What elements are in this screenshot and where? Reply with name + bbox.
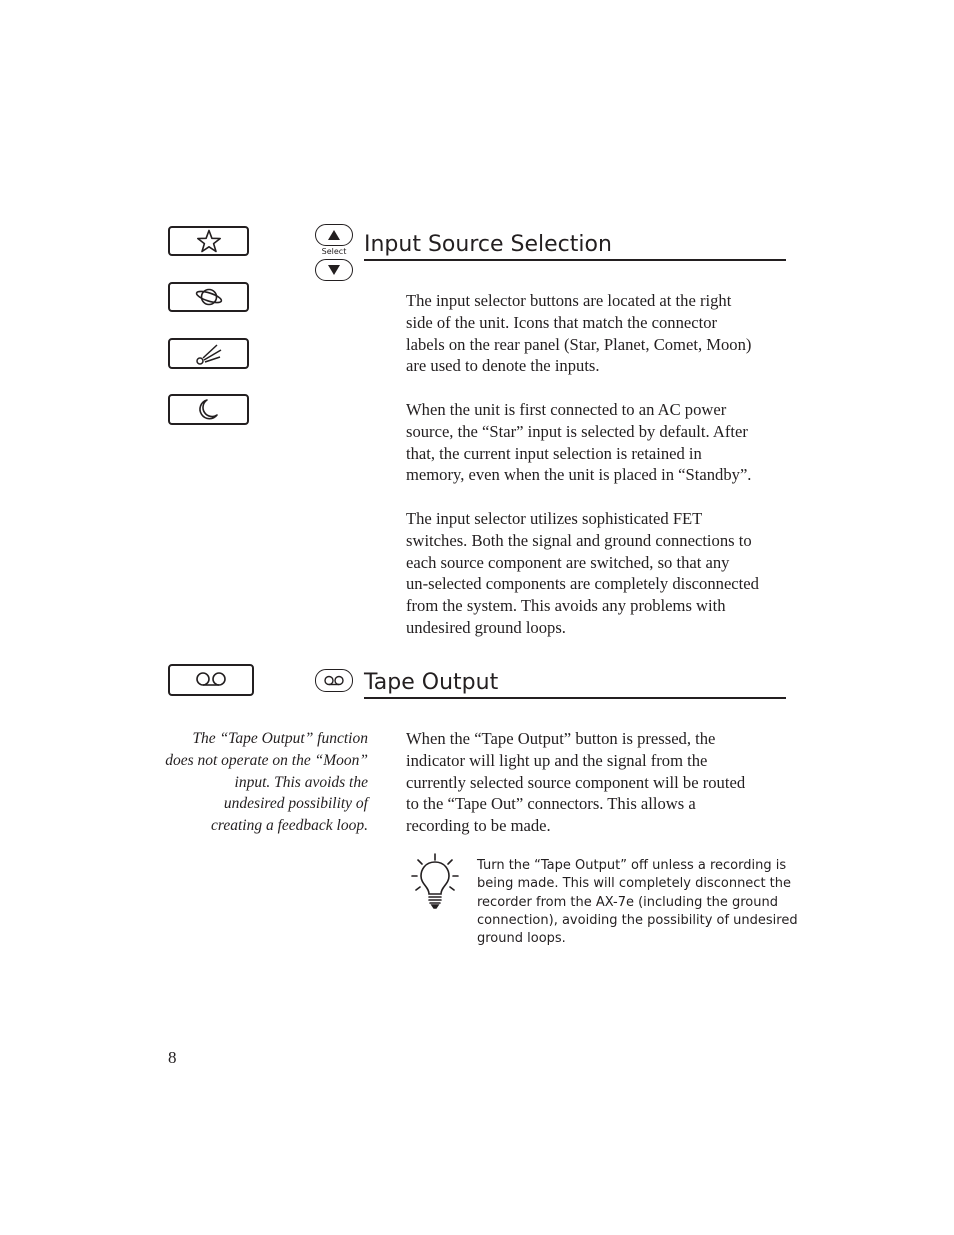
planet-input-button[interactable] bbox=[168, 282, 249, 312]
tape-icon bbox=[323, 675, 345, 687]
tape-section-rule bbox=[364, 697, 786, 699]
select-down-button[interactable] bbox=[315, 259, 353, 281]
input-paragraph-1: The input selector buttons are located at the right side of the unit. Icons that match the connector labels on the rear panel (Star, Planet, Comet, Moon) are used to denote the inputs. bbox=[406, 291, 752, 376]
select-up-button[interactable] bbox=[315, 224, 353, 246]
page-number: 8 bbox=[168, 1048, 177, 1067]
tape-paragraph: When the “Tape Output” button is pressed, the indicator will light up and the signal from the currently selected source component will be routed to the “Tape Out” connectors. This allows a recording to be made. bbox=[406, 729, 746, 836]
moon-icon bbox=[198, 398, 220, 422]
triangle-up-icon bbox=[328, 230, 340, 240]
tape-tip-text: Turn the “Tape Output” off unless a recording is being made. This will completely disconnect the recorder from the AX-7e (including the ground connection), avoiding the possibility of undesired ground loops. bbox=[477, 858, 798, 947]
select-control bbox=[314, 224, 354, 282]
tape-icon bbox=[194, 671, 228, 689]
planet-icon bbox=[194, 286, 224, 308]
input-section-rule bbox=[364, 259, 786, 261]
tape-side-note: The “Tape Output” function does not operate on the “Moon” input. This avoids the undesired possibility of creating a feedback loop. bbox=[165, 730, 368, 835]
tape-section-title: Tape Output bbox=[364, 670, 499, 695]
input-section-body bbox=[406, 290, 759, 639]
tape-output-indicator bbox=[315, 669, 353, 692]
comet-icon bbox=[195, 342, 223, 366]
tape-output-button[interactable] bbox=[168, 664, 254, 696]
tape-section-body bbox=[406, 728, 745, 837]
lightbulb-icon bbox=[410, 852, 460, 912]
input-paragraph-3: The input selector utilizes sophisticated FET switches. Both the signal and ground connections to each source component are switched, so that any un-selected components are completely disconnected from the system. This avoids any problems with undesired ground loops. bbox=[406, 508, 759, 637]
star-input-button[interactable] bbox=[168, 226, 249, 256]
star-icon bbox=[196, 229, 222, 253]
triangle-down-icon bbox=[328, 265, 340, 275]
input-paragraph-2: When the unit is first connected to an AC power source, the “Star” input is selected by default. After that, the current input selection is retained in memory, even when the unit is placed in “Standby”. bbox=[406, 399, 752, 485]
moon-input-button[interactable] bbox=[168, 394, 249, 425]
comet-input-button[interactable] bbox=[168, 338, 249, 369]
select-label: Select bbox=[321, 247, 347, 256]
input-section-title: Input Source Selection bbox=[364, 232, 612, 257]
